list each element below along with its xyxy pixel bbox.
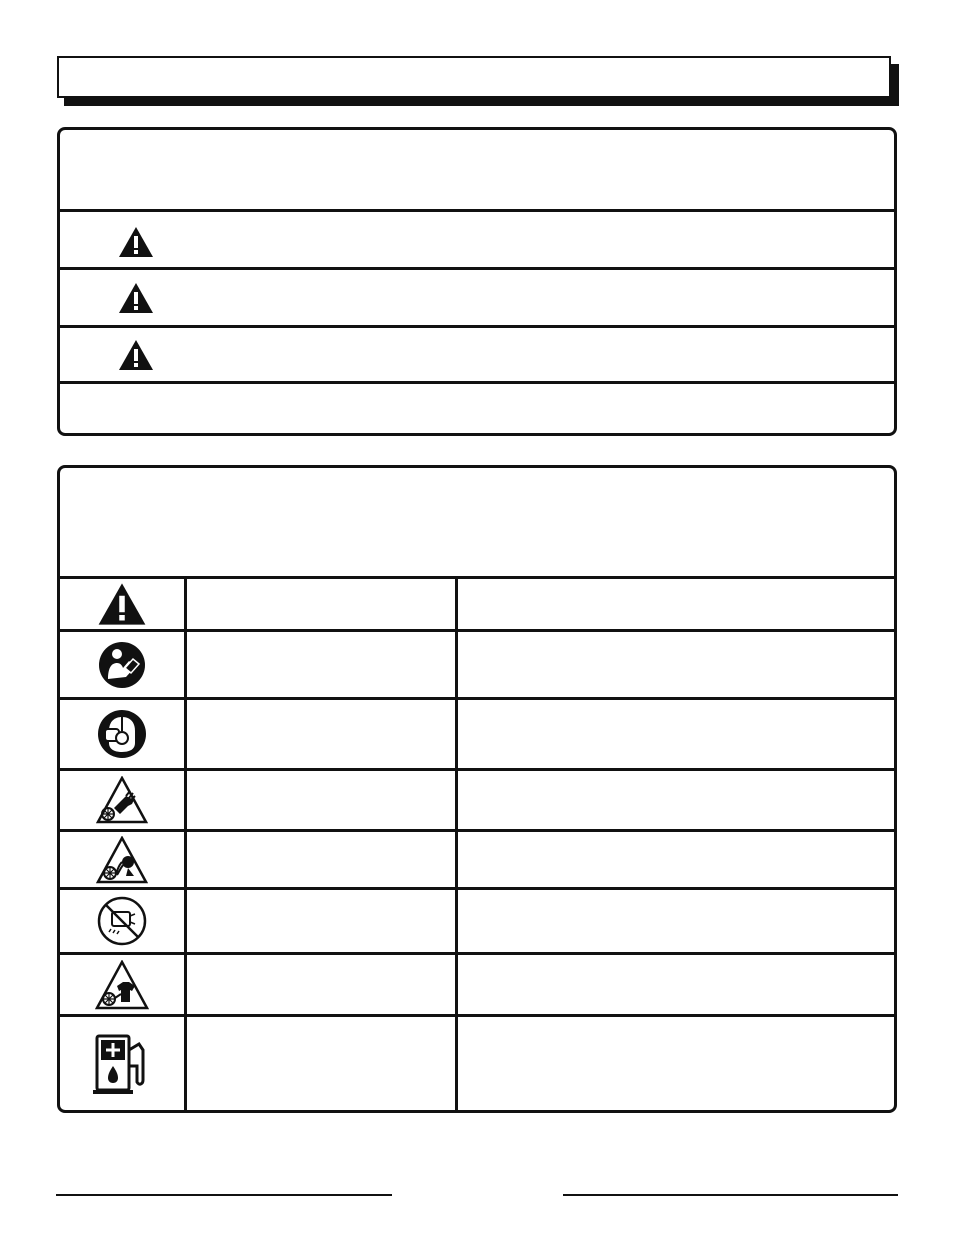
divider	[60, 381, 894, 384]
read-manual-icon	[98, 641, 146, 689]
footer-rule-left	[56, 1194, 392, 1196]
hair-entanglement-hazard-icon	[96, 836, 148, 884]
signal-row-2	[60, 270, 894, 325]
warning-triangle-icon	[118, 226, 154, 258]
eye-protection-icon	[97, 709, 147, 759]
warning-triangle-icon	[118, 282, 154, 314]
footer-rule-right	[563, 1194, 898, 1196]
symbol-row	[60, 1017, 894, 1110]
safety-symbols-panel	[57, 465, 897, 1113]
safety-alert-icon	[97, 582, 147, 626]
hand-cutting-hazard-icon	[96, 776, 148, 824]
fuel-pump-icon	[91, 1032, 153, 1096]
symbol-row	[60, 700, 894, 768]
page-title	[57, 56, 891, 98]
signal-row-1	[60, 212, 894, 267]
symbol-row	[60, 955, 894, 1014]
symbol-row	[60, 771, 894, 829]
signal-words-panel	[57, 127, 897, 436]
signal-row-3	[60, 328, 894, 381]
no-wet-conditions-icon	[97, 896, 147, 946]
symbol-row	[60, 632, 894, 697]
symbol-row	[60, 890, 894, 952]
warning-triangle-icon	[118, 339, 154, 371]
symbol-row	[60, 579, 894, 629]
symbol-row	[60, 832, 894, 887]
clothing-entanglement-hazard-icon	[95, 960, 149, 1010]
